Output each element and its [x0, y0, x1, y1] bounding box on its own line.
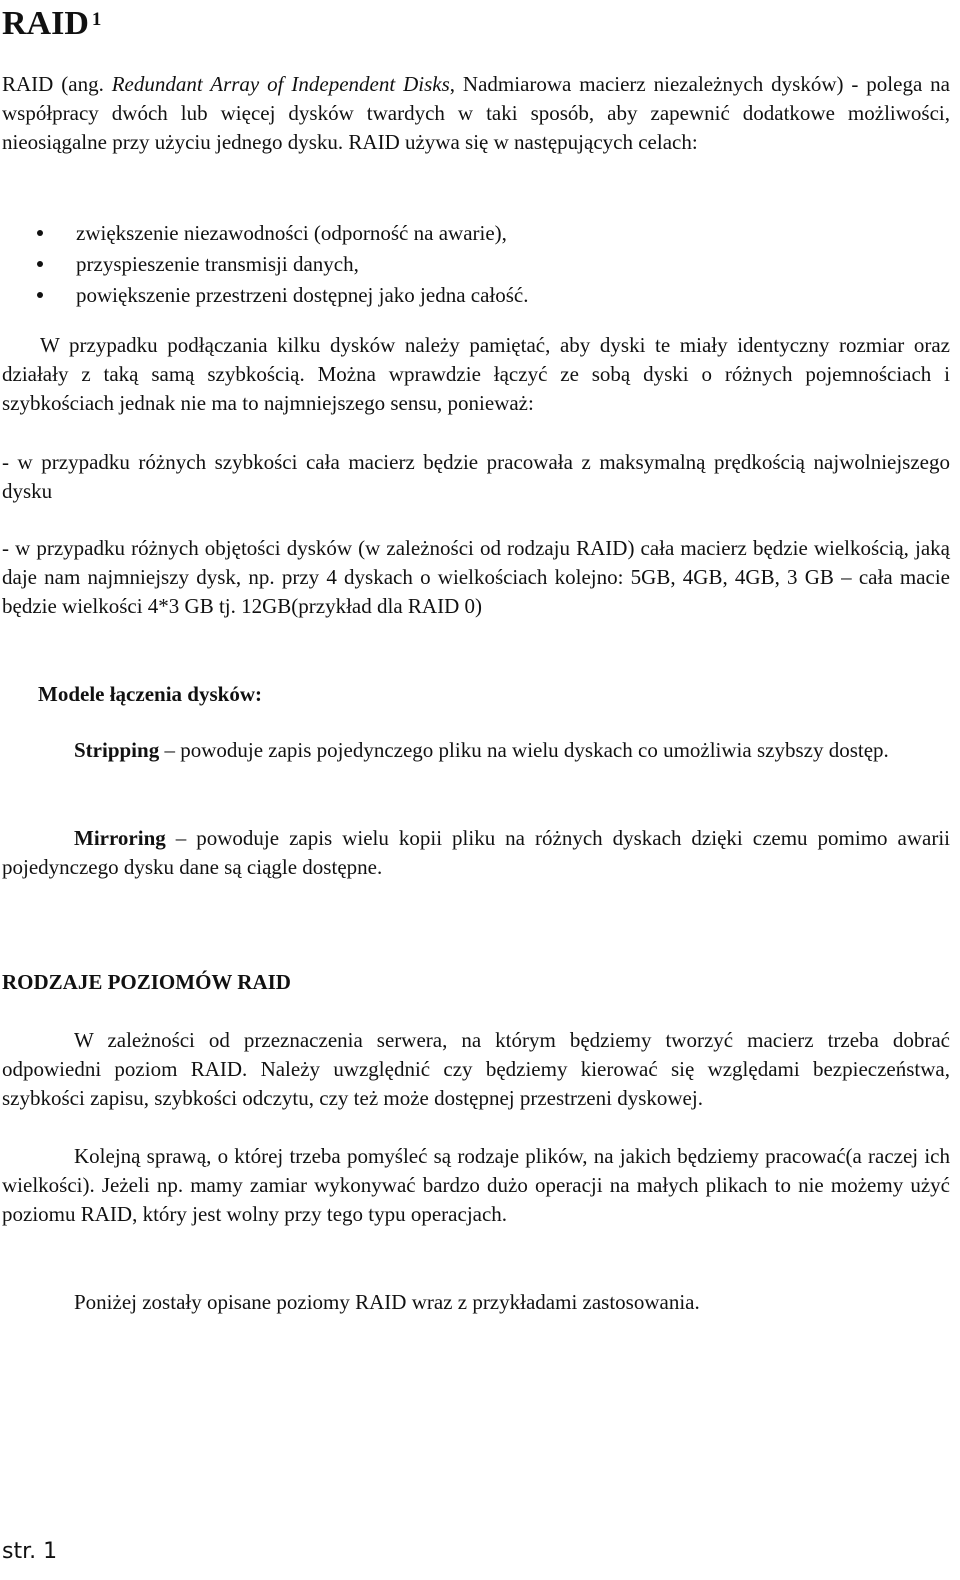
- title-footnote-marker: 1: [91, 9, 102, 30]
- goal-item: przyspieszenie transmisji danych,: [0, 249, 940, 280]
- intro-english-name: Redundant Array of Independent Disks: [111, 72, 450, 96]
- models-heading: Modele łączenia dysków:: [38, 682, 262, 706]
- goals-list: [0, 218, 940, 311]
- levels-text-1: W zależności od przeznaczenia serwera, na którym będziemy tworzyć macierz trzeba dobrać odpowiedni poziom RAID. Należy uwzględnić czy będziemy kierować się względami bezpieczeństwa, szybkości zapisu, szybkości odczytu, czy też może dostępnej przestrzeni dyskowej.: [2, 1028, 950, 1110]
- goal-item: powiększenie przestrzeni dostępnej jako jedna całość.: [0, 280, 940, 311]
- goal-item: zwiększenie niezawodności (odporność na awarie),: [0, 218, 940, 249]
- speed-paragraph: - w przypadku różnych szybkości cała macierz będzie pracowała z maksymalną prędkością najwolniejszego dysku: [2, 450, 950, 503]
- levels-paragraph-3: [2, 1288, 950, 1317]
- stripping-paragraph: [2, 736, 950, 765]
- intro-lead: (ang.: [53, 72, 112, 96]
- intro-term: RAID: [2, 72, 54, 96]
- intro-paragraph: [2, 70, 950, 157]
- intro-rest: , Nadmiarowa macierz niezależnych dysków) - polega na współpracy dwóch lub więcej dysków twardych w taki sposób, aby zapewnić dodatkowe możliwości, nieosiągalne przy użyciu jednego dysku. RAID używa się w następujących celach:: [2, 72, 950, 154]
- document-title: [2, 0, 101, 50]
- levels-text-3: Poniżej zostały opisane poziomy RAID wraz z przykładami zastosowania.: [74, 1290, 700, 1314]
- levels-paragraph-1: [2, 1026, 950, 1113]
- mirroring-paragraph: [2, 824, 950, 882]
- page-number: str. 1: [2, 1539, 58, 1564]
- connecting-text: W przypadku podłączania kilku dysków należy pamiętać, aby dyski te miały identyczny rozmiar oraz działały z taką samą szybkością. Można wprawdzie łączyć ze sobą dyski o różnych pojemnościach i szybkościach jednak nie ma to najmniejszego sensu, ponieważ:: [2, 333, 950, 415]
- levels-paragraph-2: [2, 1142, 950, 1229]
- connecting-paragraph: [2, 331, 950, 418]
- stripping-text: – powoduje zapis pojedynczego pliku na wielu dyskach co umożliwia szybszy dostęp.: [159, 738, 889, 762]
- stripping-term: Stripping: [74, 738, 160, 762]
- capacity-paragraph: - w przypadku różnych objętości dysków (w zależności od rodzaju RAID) cała macierz będzie wielkością, jaką daje nam najmniejszy dysk, np. przy 4 dyskach o wielkościach kolejno: 5GB, 4GB, 4GB, 3 GB – cała macie będzie wielkości 4*3 GB tj. 12GB(przykład dla RAID 0): [2, 536, 950, 618]
- levels-heading: RODZAJE POZIOMÓW RAID: [2, 970, 291, 994]
- title-text: RAID: [2, 5, 89, 42]
- mirroring-text: – powoduje zapis wielu kopii pliku na różnych dyskach dzięki czemu pomimo awarii pojedynczego dysku dane są ciągle dostępne.: [2, 826, 950, 879]
- levels-text-2: Kolejną sprawą, o której trzeba pomyśleć są rodzaje plików, na jakich będziemy pracować(a raczej ich wielkości). Jeżeli np. mamy zamiar wykonywać bardzo dużo operacji na małych plikach to nie możemy użyć poziomu RAID, który jest wolny przy tego typu operacjach.: [2, 1144, 950, 1226]
- mirroring-term: Mirroring: [74, 826, 166, 850]
